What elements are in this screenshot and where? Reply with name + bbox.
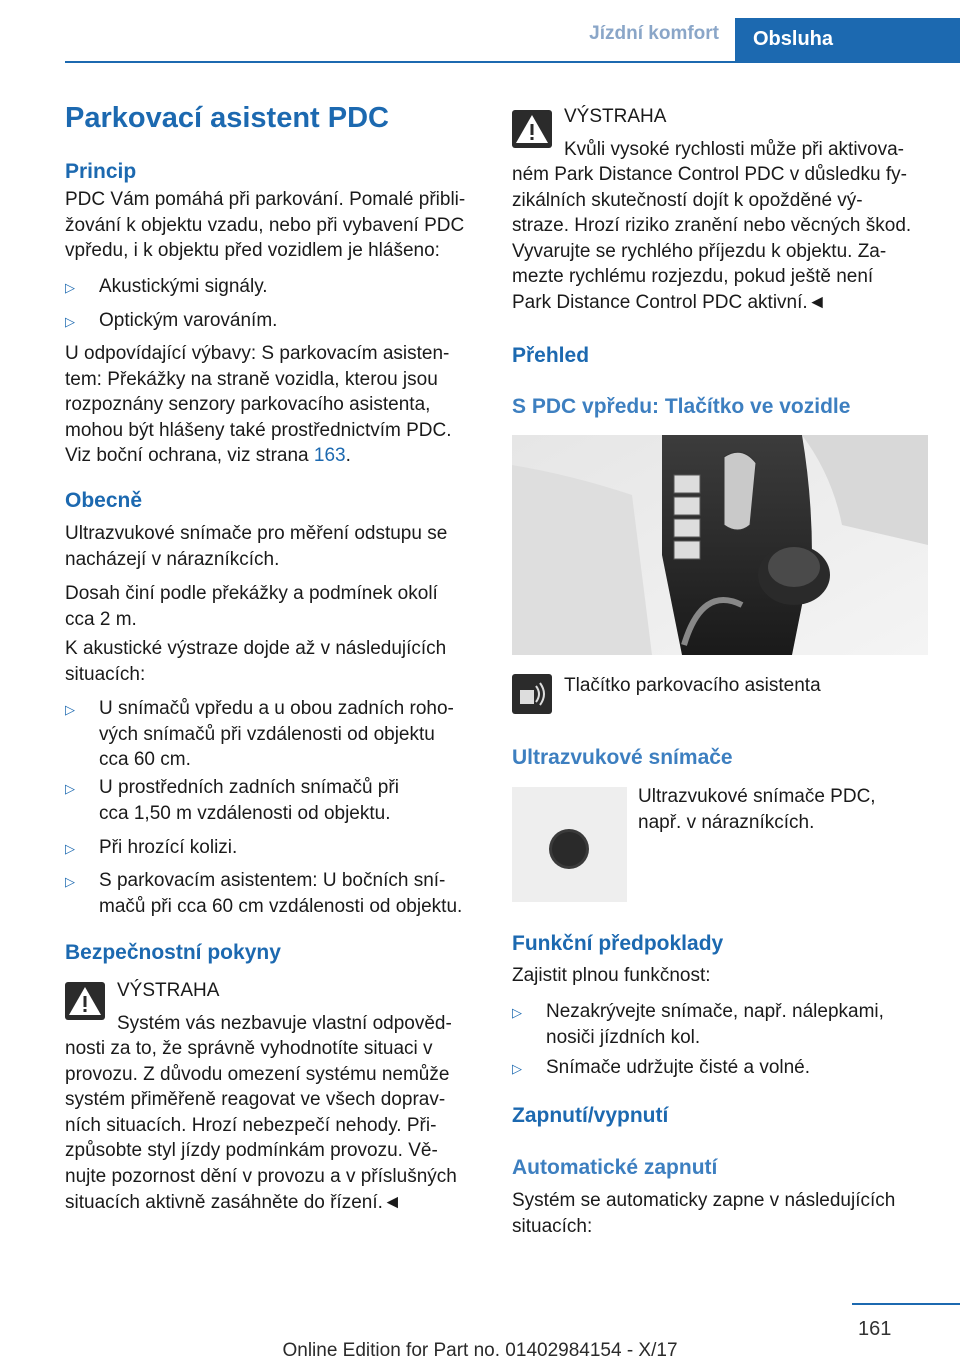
sensor-image: [512, 787, 627, 902]
bullet-text: [546, 999, 884, 1050]
text-line: PDC Vám pomáhá při parkování. Pomalé přibli‐: [65, 189, 466, 210]
text-line: Viz boční ochrana, viz strana: [65, 445, 314, 467]
page-title: Parkovací asistent PDC: [65, 102, 389, 134]
triangle-bullet-icon: ▷: [65, 781, 75, 796]
text-line: S parkovacím asistentem: U bočních sní‐: [99, 870, 446, 891]
bullet-text: [99, 696, 454, 773]
page-link[interactable]: 163: [313, 445, 346, 467]
list-item: [512, 1055, 522, 1082]
button-caption: Tlačítko parkovacího asistenta: [564, 675, 821, 696]
text-line: ném Park Distance Control PDC v důsledku fy‐: [512, 164, 907, 185]
obecne-p2: [65, 581, 438, 632]
warning-text: [512, 162, 911, 316]
text-line: rozpoznány senzory parkovacího asistenta,: [65, 394, 431, 416]
text-line: žování k objektu vzadu, nebo při vybavení PDC: [65, 214, 465, 236]
car-console-image: [512, 435, 928, 655]
text-line: U prostředních zadních snímačů při: [99, 777, 399, 798]
warning-title: VÝSTRAHA: [564, 106, 667, 127]
bullet-text: [99, 775, 399, 826]
list-item: [65, 696, 75, 723]
header-chapter-tab[interactable]: [735, 18, 960, 61]
funkcni-intro: Zajistit plnou funkčnost:: [512, 965, 711, 986]
triangle-bullet-icon: ▷: [65, 280, 75, 295]
footer-rule: [852, 1303, 960, 1305]
triangle-bullet-icon: ▷: [512, 1005, 522, 1020]
heading-zapnuti: Zapnutí/vypnutí: [512, 1104, 669, 1127]
warning-icon: [512, 110, 552, 153]
bullet-text: Snímače udržujte čisté a volné.: [546, 1057, 811, 1078]
text-line: nujte pozornost dění v provozu a v příslušných: [65, 1165, 457, 1187]
warning-first-line: Systém vás nezbavuje vlastní odpověd‐: [117, 1013, 452, 1034]
list-item: [65, 868, 75, 895]
text-line: Park Distance Control PDC aktivní.◄: [512, 291, 827, 313]
obecne-p3: [65, 636, 446, 687]
text-line: Systém se automaticky zapne v následujících: [512, 1190, 896, 1211]
text-line: straze. Hrozí riziko zranění nebo věcných škod.: [512, 215, 912, 237]
heading-funkcni: Funkční předpoklady: [512, 932, 724, 955]
header-section-tab[interactable]: [0, 23, 735, 45]
text-line: nosti za to, že správně vyhodnotíte situaci v: [65, 1038, 433, 1059]
bullet-text: [99, 868, 462, 919]
text-line: U odpovídající výbavy: S parkovacím asisten‐: [65, 343, 450, 364]
bullet-text: Při hrozící kolizi.: [99, 837, 238, 858]
text-line: Ultrazvukové snímače pro měření odstupu se: [65, 523, 448, 544]
text-line: Dosah činí podle překážky a podmínek okolí: [65, 583, 438, 604]
text-line: provozu. Z důvodu omezení systému nemůže: [65, 1063, 450, 1085]
triangle-bullet-icon: ▷: [65, 874, 75, 889]
triangle-bullet-icon: ▷: [65, 314, 75, 329]
list-item: [65, 775, 75, 802]
list-item: [65, 274, 75, 301]
obecne-p1: [65, 521, 447, 572]
auto-text: [512, 1188, 895, 1239]
text-line: Vyvarujte se rychlého příjezdu k objektu. Za‐: [512, 240, 887, 262]
pdc-button-icon: [512, 674, 552, 719]
text-line: Nezakrývejte snímače, např. nálepkami,: [546, 1001, 884, 1022]
header-section-label: Jízdní komfort: [589, 23, 719, 44]
heading-princip: Princip: [65, 160, 137, 183]
text-line: mačů při cca 60 cm vzdálenosti od objektu.: [99, 895, 463, 917]
text-line: U snímačů vpředu a u obou zadních roho‐: [99, 698, 454, 719]
footer-edition: Online Edition for Part no. 01402984154 - X/17: [282, 1340, 678, 1361]
heading-bezpecnost: Bezpečnostní pokyny: [65, 941, 281, 964]
triangle-bullet-icon: ▷: [65, 702, 75, 717]
triangle-bullet-icon: ▷: [65, 841, 75, 856]
text-line: mezte rychlému rozjezdu, pokud ještě není: [512, 266, 874, 288]
text-line: vých snímačů při vzdálenosti od objektu: [99, 723, 435, 745]
heading-obecne: Obecně: [65, 489, 143, 512]
period: .: [345, 445, 351, 467]
text-line: cca 1,50 m vzdálenosti od objektu.: [99, 802, 391, 824]
page-number: 161: [858, 1318, 892, 1340]
princip-para: [65, 187, 465, 264]
text-line: tem: Překážky na straně vozidla, kterou jsou: [65, 368, 438, 390]
text-line: mohou být hlášeny také prostřednictvím PDC.: [65, 419, 452, 441]
text-line: cca 2 m.: [65, 608, 137, 630]
heading-s-pdc: S PDC vpředu: Tlačítko ve vozidle: [512, 395, 851, 418]
text-line: cca 60 cm.: [99, 749, 191, 771]
text-line: např. v nárazníkcích.: [638, 811, 815, 833]
warning-title: VÝSTRAHA: [117, 980, 220, 1001]
list-item: [65, 835, 75, 862]
header-rule: [65, 61, 960, 63]
bullet-text: Akustickými signály.: [99, 276, 268, 297]
text-line: nacházejí v nárazníkcích.: [65, 548, 280, 570]
heading-automaticke: Automatické zapnutí: [512, 1156, 718, 1179]
text-line: situacích aktivně zasáhněte do řízení.◄: [65, 1191, 402, 1213]
text-line: způsobte styl jízdy podmínkám provozu. Vě‐: [65, 1140, 438, 1162]
warning-first-line: Kvůli vysoké rychlosti může při aktivova‐: [564, 139, 904, 160]
ultra-text: [638, 784, 876, 835]
triangle-bullet-icon: ▷: [512, 1061, 522, 1076]
text-line: ních situacích. Hrozí nebezpečí nehody. Při‐: [65, 1114, 437, 1136]
bullet-text: Optickým varováním.: [99, 310, 278, 331]
text-line: situacích:: [65, 663, 146, 685]
text-line: systém přiměřeně reagovat ve všech doprav‐: [65, 1089, 446, 1111]
text-line: [65, 443, 452, 469]
header-chapter-label: Obsluha: [753, 28, 834, 50]
list-item: [512, 999, 522, 1026]
warning-icon: [65, 982, 105, 1025]
list-item: [65, 308, 75, 335]
text-line: Ultrazvukové snímače PDC,: [638, 786, 876, 807]
text-line: situacích:: [512, 1215, 593, 1237]
heading-prehled: Přehled: [512, 344, 590, 367]
warning-text: [65, 1036, 457, 1215]
text-line: K akustické výstraze dojde až v následujících: [65, 638, 447, 659]
text-line: zikálních skutečností dojít k opožděné vý‐: [512, 189, 863, 211]
heading-ultrazvukove: Ultrazvukové snímače: [512, 746, 733, 769]
princip-para2: [65, 341, 452, 469]
text-line: nosiči jízdních kol.: [546, 1026, 701, 1048]
text-line: vpředu, i k objektu před vozidlem je hlášeno:: [65, 240, 440, 262]
